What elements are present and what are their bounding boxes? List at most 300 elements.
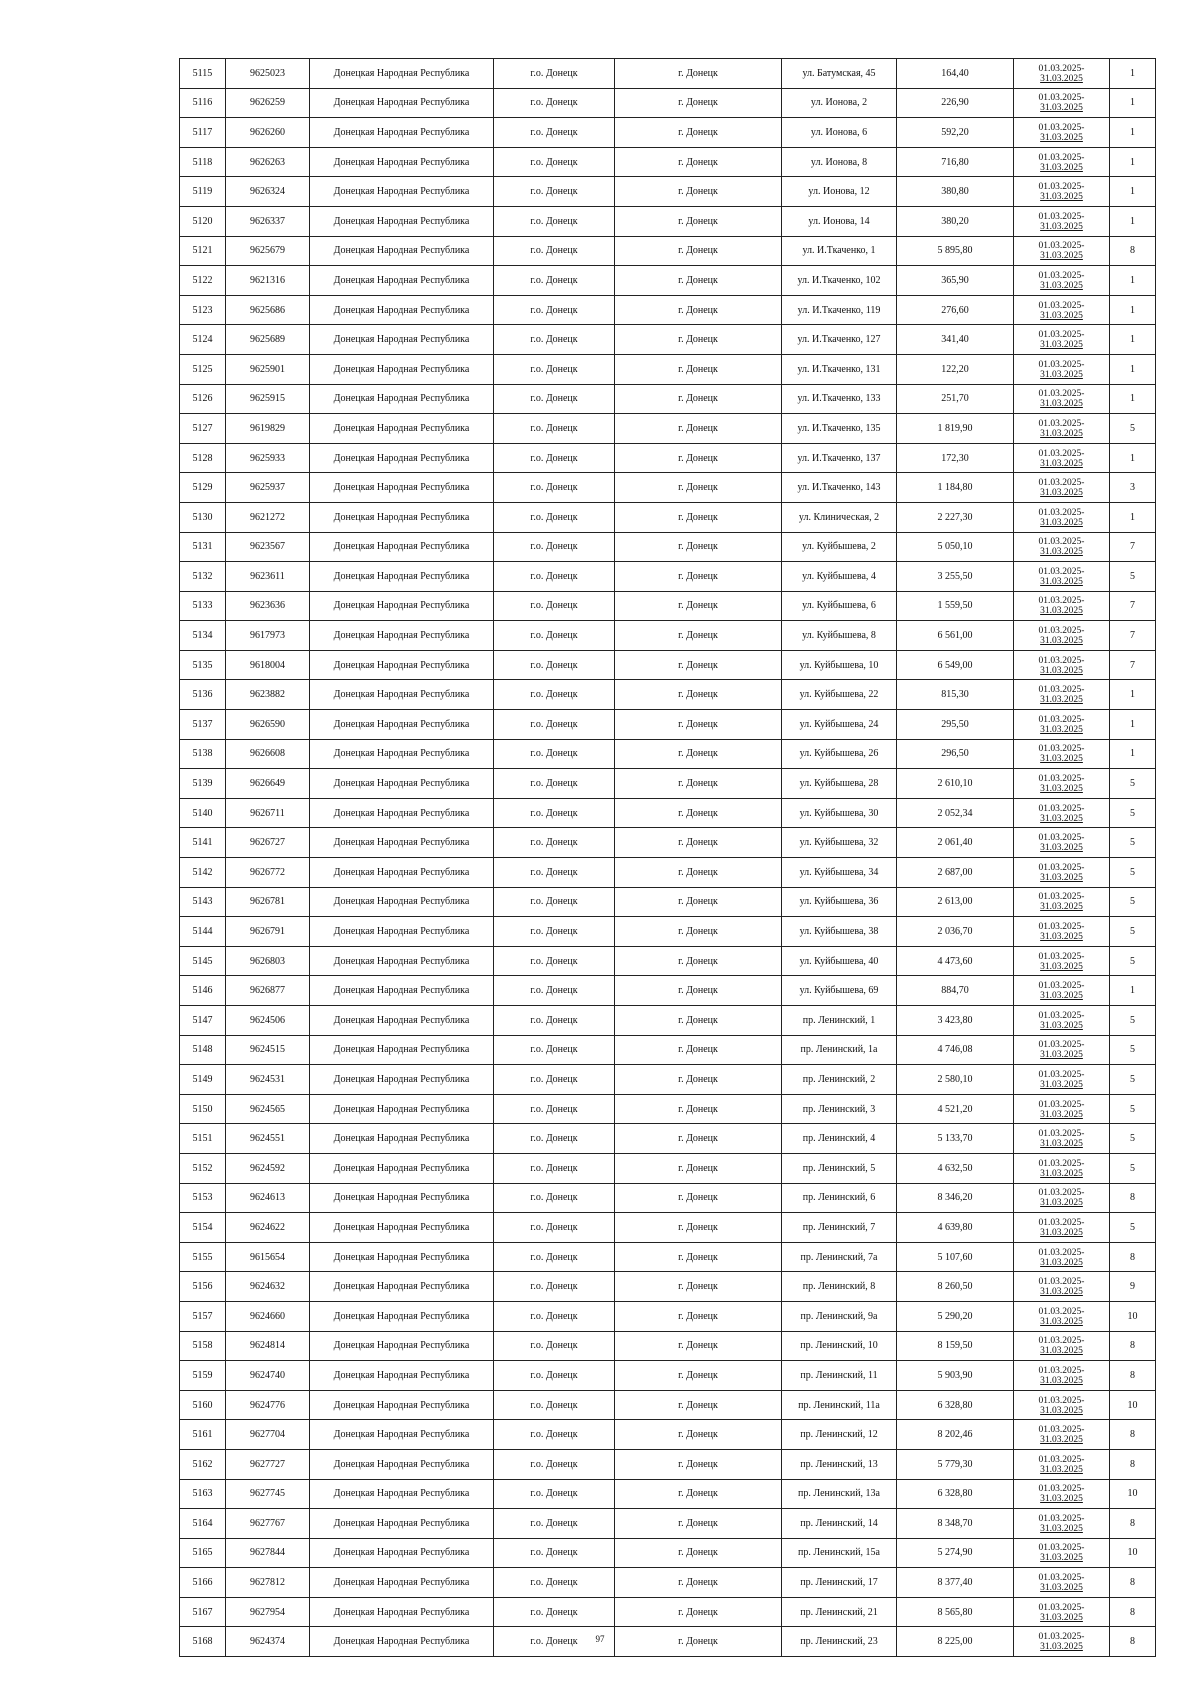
district-cell: г.о. Донецк xyxy=(494,206,615,236)
object-code-cell: 9623882 xyxy=(226,680,310,710)
row-number-cell: 5132 xyxy=(180,562,226,592)
area-cell: 2 061,40 xyxy=(897,828,1014,858)
period-cell xyxy=(1014,1597,1110,1627)
district-cell: г.о. Донецк xyxy=(494,325,615,355)
region-cell: Донецкая Народная Республика xyxy=(310,206,494,236)
table-row xyxy=(180,976,1156,1006)
period-end: 31.03.2025 xyxy=(1040,73,1083,84)
row-number-cell: 5117 xyxy=(180,118,226,148)
district-cell: г.о. Донецк xyxy=(494,858,615,888)
city-cell: г. Донецк xyxy=(615,739,782,769)
count-cell: 5 xyxy=(1110,798,1156,828)
address-cell: пр. Ленинский, 10 xyxy=(782,1331,897,1361)
period-end: 31.03.2025 xyxy=(1040,1227,1083,1238)
period-cell xyxy=(1014,562,1110,592)
row-number-cell: 5146 xyxy=(180,976,226,1006)
region-cell: Донецкая Народная Республика xyxy=(310,1449,494,1479)
row-number-cell: 5137 xyxy=(180,710,226,740)
period-cell xyxy=(1014,1153,1110,1183)
table-row xyxy=(180,739,1156,769)
count-cell: 1 xyxy=(1110,59,1156,89)
object-code-cell: 9626263 xyxy=(226,147,310,177)
city-cell: г. Донецк xyxy=(615,118,782,148)
period-end: 31.03.2025 xyxy=(1040,1109,1083,1120)
period-start: 01.03.2025- xyxy=(1038,330,1085,341)
region-cell: Донецкая Народная Республика xyxy=(310,1242,494,1272)
period-cell xyxy=(1014,206,1110,236)
period-end: 31.03.2025 xyxy=(1040,754,1083,765)
table-row xyxy=(180,1035,1156,1065)
count-cell: 8 xyxy=(1110,1420,1156,1450)
area-cell: 815,30 xyxy=(897,680,1014,710)
table-row xyxy=(180,1420,1156,1450)
city-cell: г. Донецк xyxy=(615,502,782,532)
row-number-cell: 5153 xyxy=(180,1183,226,1213)
object-code-cell: 9615654 xyxy=(226,1242,310,1272)
row-number-cell: 5166 xyxy=(180,1568,226,1598)
period-start: 01.03.2025- xyxy=(1038,507,1085,518)
row-number-cell: 5151 xyxy=(180,1124,226,1154)
count-cell: 10 xyxy=(1110,1390,1156,1420)
table-row xyxy=(180,118,1156,148)
area-cell: 8 202,46 xyxy=(897,1420,1014,1450)
city-cell: г. Донецк xyxy=(615,1597,782,1627)
address-cell: ул. Куйбышева, 32 xyxy=(782,828,897,858)
district-cell: г.о. Донецк xyxy=(494,1301,615,1331)
period-cell xyxy=(1014,1509,1110,1539)
count-cell: 7 xyxy=(1110,650,1156,680)
address-cell: пр. Ленинский, 17 xyxy=(782,1568,897,1598)
area-cell: 5 895,80 xyxy=(897,236,1014,266)
registry-table-body xyxy=(180,59,1156,1657)
count-cell: 8 xyxy=(1110,1183,1156,1213)
period-cell xyxy=(1014,887,1110,917)
period-start: 01.03.2025- xyxy=(1038,685,1085,696)
row-number-cell: 5141 xyxy=(180,828,226,858)
address-cell: ул. И.Ткаченко, 127 xyxy=(782,325,897,355)
city-cell: г. Донецк xyxy=(615,266,782,296)
period-end: 31.03.2025 xyxy=(1040,1375,1083,1386)
region-cell: Донецкая Народная Республика xyxy=(310,354,494,384)
area-cell: 1 559,50 xyxy=(897,591,1014,621)
period-start: 01.03.2025- xyxy=(1038,1306,1085,1317)
city-cell: г. Донецк xyxy=(615,1035,782,1065)
period-cell xyxy=(1014,710,1110,740)
address-cell: пр. Ленинский, 14 xyxy=(782,1509,897,1539)
period-start: 01.03.2025- xyxy=(1038,1484,1085,1495)
region-cell: Донецкая Народная Республика xyxy=(310,532,494,562)
period-start: 01.03.2025- xyxy=(1038,1336,1085,1347)
period-end: 31.03.2025 xyxy=(1040,1139,1083,1150)
region-cell: Донецкая Народная Республика xyxy=(310,325,494,355)
address-cell: ул. Ионова, 2 xyxy=(782,88,897,118)
object-code-cell: 9621272 xyxy=(226,502,310,532)
area-cell: 2 036,70 xyxy=(897,917,1014,947)
period-start: 01.03.2025- xyxy=(1038,93,1085,104)
city-cell: г. Донецк xyxy=(615,414,782,444)
city-cell: г. Донецк xyxy=(615,1183,782,1213)
period-end: 31.03.2025 xyxy=(1040,1316,1083,1327)
row-number-cell: 5120 xyxy=(180,206,226,236)
row-number-cell: 5124 xyxy=(180,325,226,355)
region-cell: Донецкая Народная Республика xyxy=(310,1213,494,1243)
area-cell: 251,70 xyxy=(897,384,1014,414)
period-start: 01.03.2025- xyxy=(1038,655,1085,666)
address-cell: пр. Ленинский, 13а xyxy=(782,1479,897,1509)
city-cell: г. Донецк xyxy=(615,295,782,325)
district-cell: г.о. Донецк xyxy=(494,828,615,858)
table-row xyxy=(180,443,1156,473)
period-cell xyxy=(1014,325,1110,355)
table-row xyxy=(180,769,1156,799)
period-cell xyxy=(1014,414,1110,444)
period-start: 01.03.2025- xyxy=(1038,981,1085,992)
count-cell: 1 xyxy=(1110,206,1156,236)
region-cell: Донецкая Народная Республика xyxy=(310,710,494,740)
table-row xyxy=(180,591,1156,621)
row-number-cell: 5125 xyxy=(180,354,226,384)
period-start: 01.03.2025- xyxy=(1038,1632,1085,1643)
city-cell: г. Донецк xyxy=(615,177,782,207)
district-cell: г.о. Донецк xyxy=(494,1183,615,1213)
period-end: 31.03.2025 xyxy=(1040,251,1083,262)
area-cell: 592,20 xyxy=(897,118,1014,148)
period-end: 31.03.2025 xyxy=(1040,1494,1083,1505)
address-cell: ул. И.Ткаченко, 131 xyxy=(782,354,897,384)
region-cell: Донецкая Народная Республика xyxy=(310,1153,494,1183)
address-cell: ул. Куйбышева, 24 xyxy=(782,710,897,740)
period-start: 01.03.2025- xyxy=(1038,1040,1085,1051)
period-end: 31.03.2025 xyxy=(1040,1553,1083,1564)
city-cell: г. Донецк xyxy=(615,858,782,888)
period-start: 01.03.2025- xyxy=(1038,1454,1085,1465)
area-cell: 6 549,00 xyxy=(897,650,1014,680)
area-cell: 5 274,90 xyxy=(897,1538,1014,1568)
period-start: 01.03.2025- xyxy=(1038,596,1085,607)
object-code-cell: 9617973 xyxy=(226,621,310,651)
city-cell: г. Донецк xyxy=(615,1538,782,1568)
region-cell: Донецкая Народная Республика xyxy=(310,1627,494,1657)
period-end: 31.03.2025 xyxy=(1040,399,1083,410)
region-cell: Донецкая Народная Республика xyxy=(310,1361,494,1391)
row-number-cell: 5121 xyxy=(180,236,226,266)
row-number-cell: 5163 xyxy=(180,1479,226,1509)
area-cell: 226,90 xyxy=(897,88,1014,118)
table-row xyxy=(180,414,1156,444)
period-cell xyxy=(1014,1479,1110,1509)
area-cell: 8 565,80 xyxy=(897,1597,1014,1627)
table-row xyxy=(180,88,1156,118)
object-code-cell: 9627812 xyxy=(226,1568,310,1598)
count-cell: 5 xyxy=(1110,828,1156,858)
address-cell: ул. Куйбышева, 4 xyxy=(782,562,897,592)
district-cell: г.о. Донецк xyxy=(494,59,615,89)
city-cell: г. Донецк xyxy=(615,1420,782,1450)
count-cell: 8 xyxy=(1110,1627,1156,1657)
table-row xyxy=(180,59,1156,89)
count-cell: 5 xyxy=(1110,946,1156,976)
address-cell: ул. И.Ткаченко, 119 xyxy=(782,295,897,325)
district-cell: г.о. Донецк xyxy=(494,1124,615,1154)
row-number-cell: 5138 xyxy=(180,739,226,769)
city-cell: г. Донецк xyxy=(615,1094,782,1124)
region-cell: Донецкая Народная Республика xyxy=(310,1006,494,1036)
count-cell: 10 xyxy=(1110,1301,1156,1331)
table-row xyxy=(180,887,1156,917)
table-row xyxy=(180,710,1156,740)
address-cell: пр. Ленинский, 1 xyxy=(782,1006,897,1036)
object-code-cell: 9618004 xyxy=(226,650,310,680)
row-number-cell: 5154 xyxy=(180,1213,226,1243)
district-cell: г.о. Донецк xyxy=(494,1449,615,1479)
period-end: 31.03.2025 xyxy=(1040,724,1083,735)
region-cell: Донецкая Народная Республика xyxy=(310,680,494,710)
count-cell: 1 xyxy=(1110,710,1156,740)
count-cell: 5 xyxy=(1110,917,1156,947)
row-number-cell: 5122 xyxy=(180,266,226,296)
table-row xyxy=(180,1568,1156,1598)
address-cell: ул. Ионова, 14 xyxy=(782,206,897,236)
object-code-cell: 9626649 xyxy=(226,769,310,799)
region-cell: Донецкая Народная Республика xyxy=(310,443,494,473)
address-cell: ул. Куйбышева, 69 xyxy=(782,976,897,1006)
row-number-cell: 5128 xyxy=(180,443,226,473)
region-cell: Донецкая Народная Республика xyxy=(310,502,494,532)
period-start: 01.03.2025- xyxy=(1038,1365,1085,1376)
period-end: 31.03.2025 xyxy=(1040,1642,1083,1653)
row-number-cell: 5160 xyxy=(180,1390,226,1420)
district-cell: г.о. Донецк xyxy=(494,118,615,148)
table-row xyxy=(180,1213,1156,1243)
region-cell: Донецкая Народная Республика xyxy=(310,1390,494,1420)
period-end: 31.03.2025 xyxy=(1040,103,1083,114)
period-cell xyxy=(1014,266,1110,296)
row-number-cell: 5152 xyxy=(180,1153,226,1183)
district-cell: г.о. Донецк xyxy=(494,739,615,769)
district-cell: г.о. Донецк xyxy=(494,1242,615,1272)
count-cell: 5 xyxy=(1110,769,1156,799)
address-cell: пр. Ленинский, 1а xyxy=(782,1035,897,1065)
table-row xyxy=(180,1390,1156,1420)
object-code-cell: 9627704 xyxy=(226,1420,310,1450)
address-cell: ул. Куйбышева, 40 xyxy=(782,946,897,976)
area-cell: 8 377,40 xyxy=(897,1568,1014,1598)
region-cell: Донецкая Народная Республика xyxy=(310,769,494,799)
period-end: 31.03.2025 xyxy=(1040,1435,1083,1446)
table-row xyxy=(180,1124,1156,1154)
period-start: 01.03.2025- xyxy=(1038,1602,1085,1613)
district-cell: г.о. Донецк xyxy=(494,621,615,651)
address-cell: пр. Ленинский, 15а xyxy=(782,1538,897,1568)
row-number-cell: 5168 xyxy=(180,1627,226,1657)
address-cell: ул. И.Ткаченко, 143 xyxy=(782,473,897,503)
district-cell: г.о. Донецк xyxy=(494,177,615,207)
object-code-cell: 9624776 xyxy=(226,1390,310,1420)
district-cell: г.о. Донецк xyxy=(494,680,615,710)
address-cell: ул. И.Ткаченко, 102 xyxy=(782,266,897,296)
district-cell: г.о. Донецк xyxy=(494,1479,615,1509)
table-row xyxy=(180,295,1156,325)
object-code-cell: 9624374 xyxy=(226,1627,310,1657)
table-row xyxy=(180,858,1156,888)
address-cell: пр. Ленинский, 2 xyxy=(782,1065,897,1095)
city-cell: г. Донецк xyxy=(615,1272,782,1302)
object-code-cell: 9625679 xyxy=(226,236,310,266)
period-end: 31.03.2025 xyxy=(1040,192,1083,203)
object-code-cell: 9625933 xyxy=(226,443,310,473)
region-cell: Донецкая Народная Республика xyxy=(310,236,494,266)
region-cell: Донецкая Народная Республика xyxy=(310,414,494,444)
region-cell: Донецкая Народная Республика xyxy=(310,562,494,592)
object-code-cell: 9627727 xyxy=(226,1449,310,1479)
period-start: 01.03.2025- xyxy=(1038,418,1085,429)
period-start: 01.03.2025- xyxy=(1038,803,1085,814)
city-cell: г. Донецк xyxy=(615,1065,782,1095)
area-cell: 295,50 xyxy=(897,710,1014,740)
object-code-cell: 9624740 xyxy=(226,1361,310,1391)
area-cell: 4 639,80 xyxy=(897,1213,1014,1243)
region-cell: Донецкая Народная Республика xyxy=(310,1065,494,1095)
address-cell: ул. И.Ткаченко, 1 xyxy=(782,236,897,266)
object-code-cell: 9626337 xyxy=(226,206,310,236)
count-cell: 1 xyxy=(1110,354,1156,384)
count-cell: 8 xyxy=(1110,1449,1156,1479)
region-cell: Донецкая Народная Республика xyxy=(310,946,494,976)
table-row xyxy=(180,562,1156,592)
area-cell: 6 328,80 xyxy=(897,1390,1014,1420)
region-cell: Донецкая Народная Республика xyxy=(310,887,494,917)
page-number: 97 xyxy=(595,1634,605,1644)
period-cell xyxy=(1014,502,1110,532)
period-cell xyxy=(1014,236,1110,266)
area-cell: 2 610,10 xyxy=(897,769,1014,799)
area-cell: 122,20 xyxy=(897,354,1014,384)
district-cell: г.о. Донецк xyxy=(494,1331,615,1361)
period-cell xyxy=(1014,88,1110,118)
address-cell: пр. Ленинский, 23 xyxy=(782,1627,897,1657)
period-cell xyxy=(1014,295,1110,325)
city-cell: г. Донецк xyxy=(615,828,782,858)
row-number-cell: 5150 xyxy=(180,1094,226,1124)
period-start: 01.03.2025- xyxy=(1038,1010,1085,1021)
count-cell: 8 xyxy=(1110,1331,1156,1361)
area-cell: 8 159,50 xyxy=(897,1331,1014,1361)
city-cell: г. Донецк xyxy=(615,1331,782,1361)
district-cell: г.о. Донецк xyxy=(494,591,615,621)
row-number-cell: 5119 xyxy=(180,177,226,207)
address-cell: пр. Ленинский, 7а xyxy=(782,1242,897,1272)
district-cell: г.о. Донецк xyxy=(494,1420,615,1450)
period-end: 31.03.2025 xyxy=(1040,813,1083,824)
period-cell xyxy=(1014,532,1110,562)
period-start: 01.03.2025- xyxy=(1038,1069,1085,1080)
object-code-cell: 9624613 xyxy=(226,1183,310,1213)
period-cell xyxy=(1014,1035,1110,1065)
row-number-cell: 5161 xyxy=(180,1420,226,1450)
period-end: 31.03.2025 xyxy=(1040,1464,1083,1475)
row-number-cell: 5129 xyxy=(180,473,226,503)
area-cell: 4 473,60 xyxy=(897,946,1014,976)
table-row xyxy=(180,206,1156,236)
period-end: 31.03.2025 xyxy=(1040,221,1083,232)
address-cell: пр. Ленинский, 13 xyxy=(782,1449,897,1479)
region-cell: Донецкая Народная Республика xyxy=(310,1509,494,1539)
period-start: 01.03.2025- xyxy=(1038,1425,1085,1436)
table-row xyxy=(180,680,1156,710)
city-cell: г. Донецк xyxy=(615,680,782,710)
count-cell: 9 xyxy=(1110,1272,1156,1302)
district-cell: г.о. Донецк xyxy=(494,1509,615,1539)
address-cell: пр. Ленинский, 7 xyxy=(782,1213,897,1243)
city-cell: г. Донецк xyxy=(615,591,782,621)
object-code-cell: 9624592 xyxy=(226,1153,310,1183)
address-cell: ул. Куйбышева, 28 xyxy=(782,769,897,799)
city-cell: г. Донецк xyxy=(615,946,782,976)
area-cell: 8 346,20 xyxy=(897,1183,1014,1213)
row-number-cell: 5139 xyxy=(180,769,226,799)
period-end: 31.03.2025 xyxy=(1040,162,1083,173)
table-row xyxy=(180,1242,1156,1272)
object-code-cell: 9626260 xyxy=(226,118,310,148)
period-cell xyxy=(1014,739,1110,769)
row-number-cell: 5127 xyxy=(180,414,226,444)
object-code-cell: 9619829 xyxy=(226,414,310,444)
table-row xyxy=(180,354,1156,384)
period-cell xyxy=(1014,1538,1110,1568)
count-cell: 10 xyxy=(1110,1538,1156,1568)
object-code-cell: 9626772 xyxy=(226,858,310,888)
period-cell xyxy=(1014,591,1110,621)
period-end: 31.03.2025 xyxy=(1040,1257,1083,1268)
object-code-cell: 9624814 xyxy=(226,1331,310,1361)
area-cell: 296,50 xyxy=(897,739,1014,769)
table-row xyxy=(180,1509,1156,1539)
period-start: 01.03.2025- xyxy=(1038,714,1085,725)
district-cell: г.о. Донецк xyxy=(494,88,615,118)
region-cell: Донецкая Народная Республика xyxy=(310,1479,494,1509)
address-cell: ул. Куйбышева, 34 xyxy=(782,858,897,888)
period-cell xyxy=(1014,1568,1110,1598)
row-number-cell: 5164 xyxy=(180,1509,226,1539)
table-row xyxy=(180,828,1156,858)
area-cell: 3 423,80 xyxy=(897,1006,1014,1036)
count-cell: 1 xyxy=(1110,88,1156,118)
region-cell: Донецкая Народная Республика xyxy=(310,828,494,858)
object-code-cell: 9627767 xyxy=(226,1509,310,1539)
period-start: 01.03.2025- xyxy=(1038,1099,1085,1110)
period-start: 01.03.2025- xyxy=(1038,241,1085,252)
period-start: 01.03.2025- xyxy=(1038,122,1085,133)
count-cell: 1 xyxy=(1110,177,1156,207)
period-start: 01.03.2025- xyxy=(1038,862,1085,873)
district-cell: г.о. Донецк xyxy=(494,1035,615,1065)
address-cell: ул. Батумская, 45 xyxy=(782,59,897,89)
period-cell xyxy=(1014,976,1110,1006)
region-cell: Донецкая Народная Республика xyxy=(310,591,494,621)
count-cell: 8 xyxy=(1110,1597,1156,1627)
row-number-cell: 5156 xyxy=(180,1272,226,1302)
district-cell: г.о. Донецк xyxy=(494,976,615,1006)
count-cell: 1 xyxy=(1110,502,1156,532)
period-cell xyxy=(1014,473,1110,503)
city-cell: г. Донецк xyxy=(615,1242,782,1272)
city-cell: г. Донецк xyxy=(615,621,782,651)
period-start: 01.03.2025- xyxy=(1038,389,1085,400)
row-number-cell: 5167 xyxy=(180,1597,226,1627)
period-end: 31.03.2025 xyxy=(1040,1583,1083,1594)
area-cell: 276,60 xyxy=(897,295,1014,325)
row-number-cell: 5162 xyxy=(180,1449,226,1479)
